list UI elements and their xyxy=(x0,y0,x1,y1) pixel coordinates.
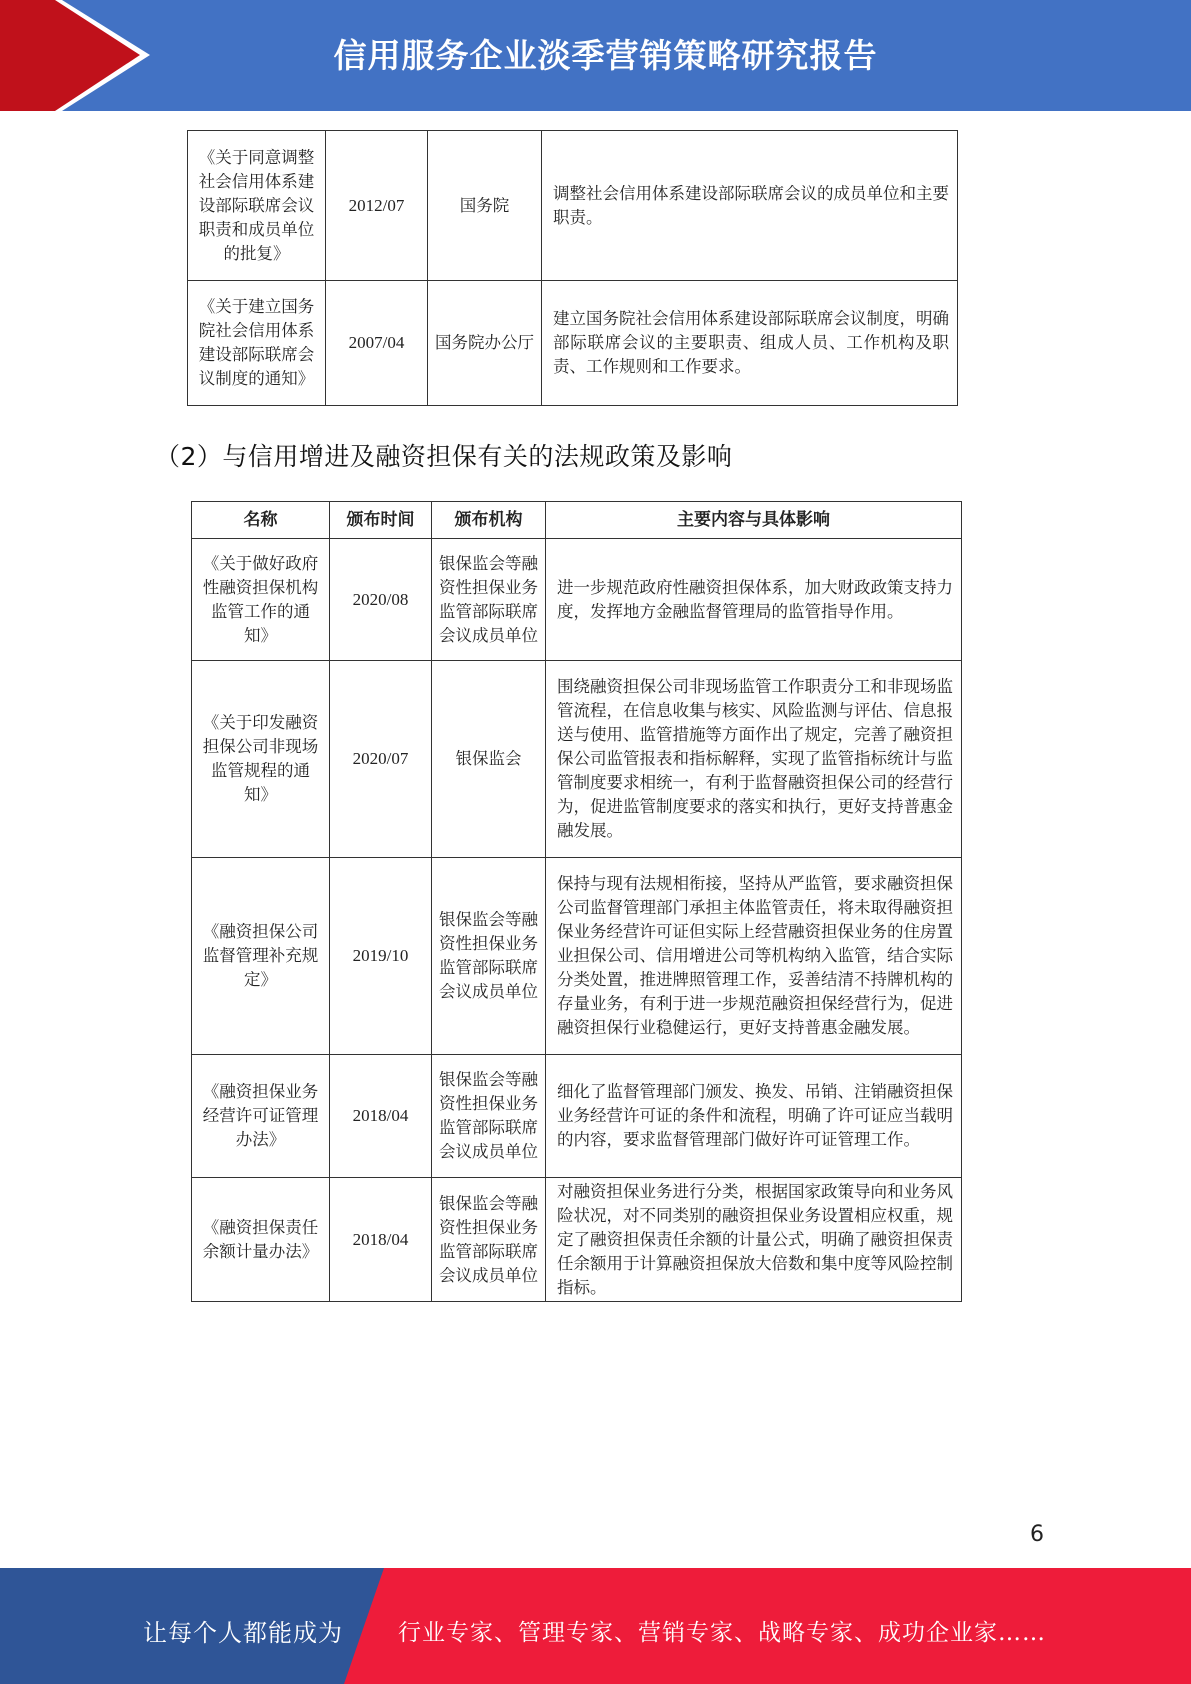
policy-date-cell: 2007/04 xyxy=(326,281,428,406)
policy-desc-cell: 细化了监督管理部门颁发、换发、吊销、注销融资担保业务经营许可证的条件和流程，明确了许可证应当载明的内容，要求监督管理部门做好许可证管理工作。 xyxy=(546,1055,962,1178)
policy-date-cell: 2018/04 xyxy=(330,1055,432,1178)
policy-desc-cell: 围绕融资担保公司非现场监管工作职责分工和非现场监管流程，在信息收集与核实、风险监测与评估、信息报送与使用、监管措施等方面作出了规定，完善了融资担保公司监管报表和指标解释，实现了监管指标统计与监管制度要求相统一，有利于监督融资担保公司的经营行为，促进监管制度要求的落实和执行，更好支持普惠金融发展。 xyxy=(546,661,962,858)
report-title: 信用服务企业淡季营销策略研究报告 xyxy=(333,36,878,75)
table-row xyxy=(192,539,962,661)
column-header-org: 颁布机构 xyxy=(432,502,546,539)
policy-name-cell: 《关于做好政府性融资担保机构监管工作的通知》 xyxy=(192,539,330,661)
policy-name-cell: 《融资担保业务经营许可证管理办法》 xyxy=(192,1055,330,1178)
table-row xyxy=(192,661,962,858)
policy-desc-cell: 调整社会信用体系建设部际联席会议的成员单位和主要职责。 xyxy=(542,131,958,281)
column-header-content: 主要内容与具体影响 xyxy=(546,502,962,539)
policy-org-cell: 银保监会 xyxy=(432,661,546,858)
footer-slogan-right: 行业专家、管理专家、营销专家、战略专家、成功企业家…… xyxy=(398,1620,1046,1646)
policy-org-cell: 银保监会等融资性担保业务监管部际联席会议成员单位 xyxy=(432,1055,546,1178)
column-header-name: 名称 xyxy=(192,502,330,539)
policy-date-cell: 2019/10 xyxy=(330,858,432,1055)
table-row xyxy=(188,131,958,281)
page-header xyxy=(0,0,1191,111)
policy-table-continued xyxy=(187,130,958,406)
policy-date-cell: 2020/07 xyxy=(330,661,432,858)
policy-name-cell: 《关于同意调整社会信用体系建设部际联席会议职责和成员单位的批复》 xyxy=(188,131,326,281)
policy-desc-cell: 建立国务院社会信用体系建设部际联席会议制度，明确部际联席会议的主要职责、组成人员、工作机构及职责、工作规则和工作要求。 xyxy=(542,281,958,406)
column-header-date: 颁布时间 xyxy=(330,502,432,539)
policy-org-cell: 国务院 xyxy=(428,131,542,281)
section-heading: （2）与信用增进及融资担保有关的法规政策及影响 xyxy=(155,442,733,471)
page-number: 6 xyxy=(1030,1522,1044,1547)
table-header-row xyxy=(192,502,962,539)
table-row xyxy=(192,1178,962,1302)
policy-name-cell: 《关于印发融资担保公司非现场监管规程的通知》 xyxy=(192,661,330,858)
table-row xyxy=(192,858,962,1055)
page-footer xyxy=(0,1568,1191,1684)
footer-slogan-left: 让每个人都能成为 xyxy=(143,1619,343,1647)
table-row xyxy=(192,1055,962,1178)
policy-org-cell: 银保监会等融资性担保业务监管部际联席会议成员单位 xyxy=(432,539,546,661)
policy-name-cell: 《关于建立国务院社会信用体系建设部际联席会议制度的通知》 xyxy=(188,281,326,406)
policy-org-cell: 银保监会等融资性担保业务监管部际联席会议成员单位 xyxy=(432,858,546,1055)
policy-desc-cell: 进一步规范政府性融资担保体系，加大财政政策支持力度，发挥地方金融监督管理局的监管指导作用。 xyxy=(546,539,962,661)
policy-desc-cell: 对融资担保业务进行分类，根据国家政策导向和业务风险状况，对不同类别的融资担保业务设置相应权重，规定了融资担保责任余额的计量公式，明确了融资担保责任余额用于计算融资担保放大倍数和集中度等风险控制指标。 xyxy=(546,1178,962,1302)
policy-date-cell: 2012/07 xyxy=(326,131,428,281)
policy-org-cell: 银保监会等融资性担保业务监管部际联席会议成员单位 xyxy=(432,1178,546,1302)
policy-name-cell: 《融资担保公司监督管理补充规定》 xyxy=(192,858,330,1055)
policy-desc-cell: 保持与现有法规相衔接，坚持从严监管，要求融资担保公司监督管理部门承担主体监管责任，将未取得融资担保业务经营许可证但实际上经营融资担保业务的住房置业担保公司、信用增进公司等机构纳入监管，结合实际分类处置，推进牌照管理工作，妥善结清不持牌机构的存量业务，有利于进一步规范融资担保经营行为，促进融资担保行业稳健运行，更好支持普惠金融发展。 xyxy=(546,858,962,1055)
financing-guarantee-policy-table xyxy=(191,501,962,1302)
policy-org-cell: 国务院办公厅 xyxy=(428,281,542,406)
policy-date-cell: 2020/08 xyxy=(330,539,432,661)
table-row xyxy=(188,281,958,406)
policy-name-cell: 《融资担保责任余额计量办法》 xyxy=(192,1178,330,1302)
policy-date-cell: 2018/04 xyxy=(330,1178,432,1302)
